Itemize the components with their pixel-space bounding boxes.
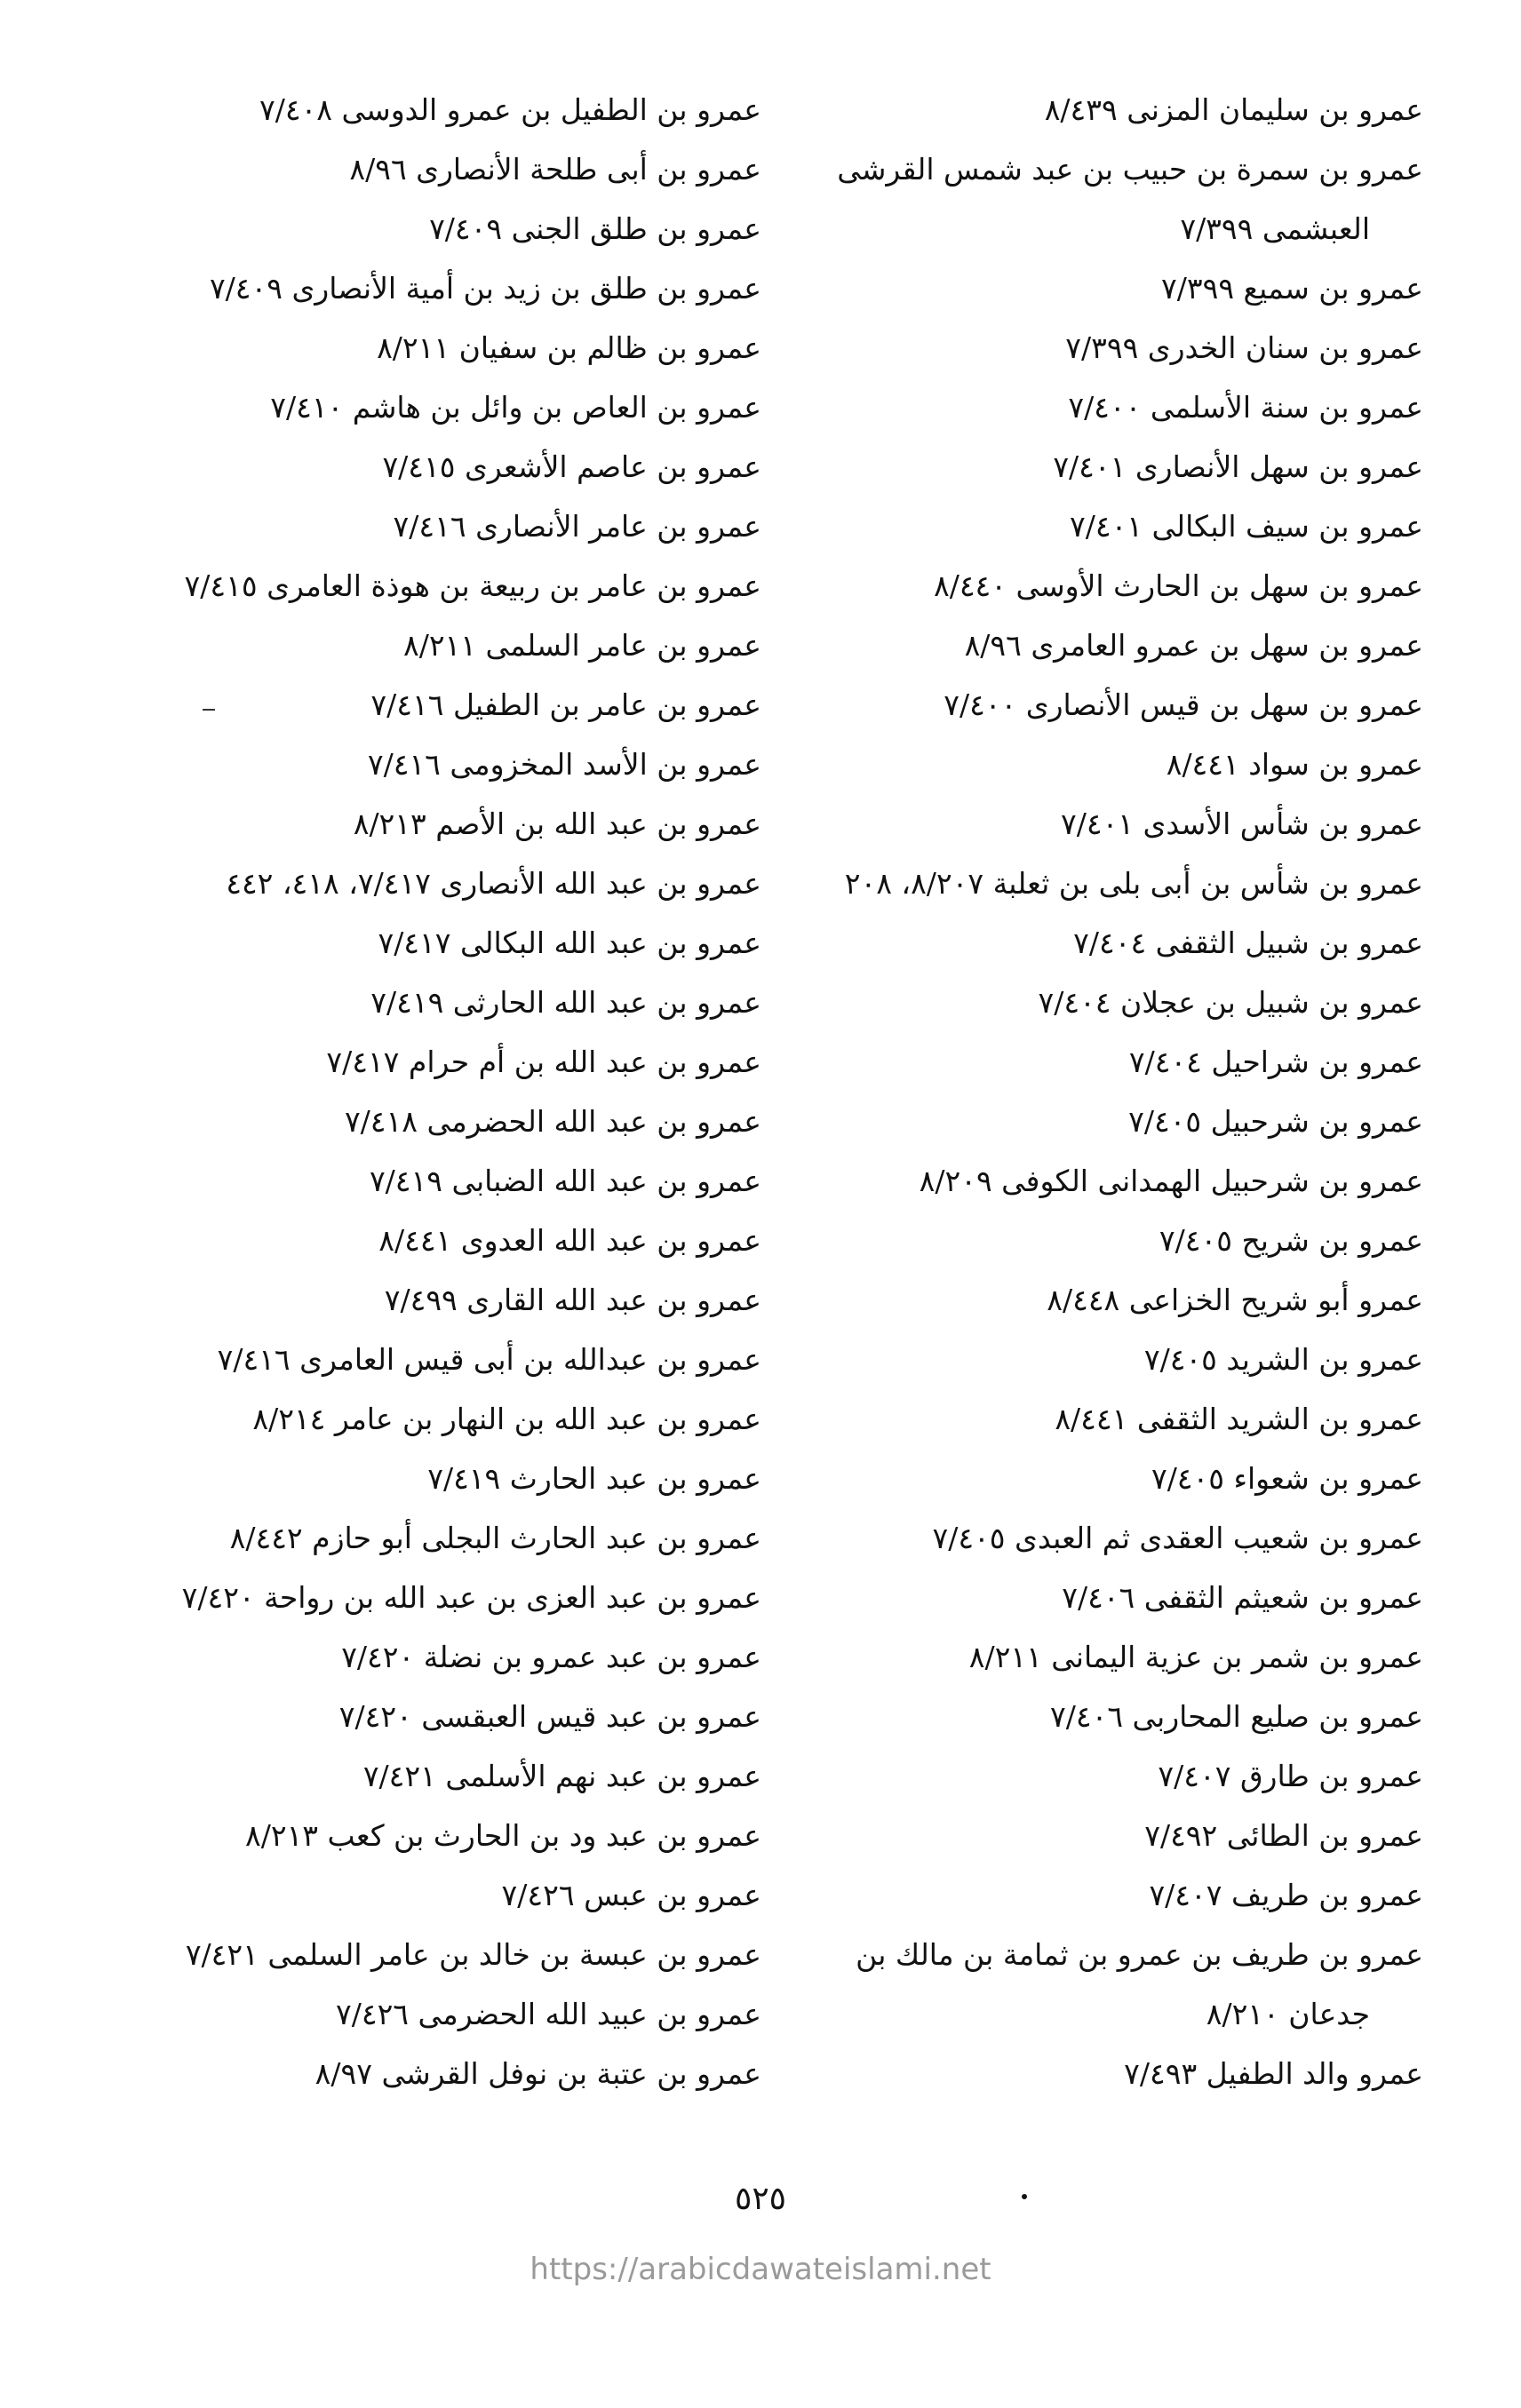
index-entry: عمرو بن الشريد ٧/٤٠٥ <box>1143 1342 1423 1377</box>
index-entry: عمرو بن شريح ٧/٤٠٥ <box>1159 1223 1423 1258</box>
index-column-left <box>139 80 761 2103</box>
stray-dot <box>1022 2194 1027 2199</box>
index-entry: عمرو والد الطفيل ٧/٤٩٣ <box>1124 2056 1423 2091</box>
index-entry: عمرو بن عبد ود بن الحارث بن كعب ٨/٢١٣ <box>245 1818 761 1853</box>
index-entry: عمرو بن عبد الله بن أم حرام ٧/٤١٧ <box>326 1045 761 1079</box>
index-entry: عمرو بن سليمان المزنى ٨/٤٣٩ <box>1044 92 1423 127</box>
index-entry: عمرو أبو شريح الخزاعى ٨/٤٤٨ <box>1047 1283 1423 1317</box>
index-entry: عمرو بن عبد الله الضبابى ٧/٤١٩ <box>369 1164 761 1198</box>
index-entry: عمرو بن سيف البكالى ٧/٤٠١ <box>1070 509 1423 544</box>
index-entry: عمرو بن عبد عمرو بن نضلة ٧/٤٢٠ <box>341 1640 761 1674</box>
index-entry: عمرو بن عبد الحارث البجلى أبو حازم ٨/٤٤٢ <box>229 1521 761 1555</box>
index-entry: عمرو بن شعيثم الثقفى ٧/٤٠٦ <box>1062 1580 1423 1615</box>
index-entry: عمرو بن طلق الجنى ٧/٤٠٩ <box>429 211 761 246</box>
stray-mark <box>203 709 215 711</box>
index-entry: عمرو بن عبد الله البكالى ٧/٤١٧ <box>378 926 761 960</box>
index-entry: عمرو بن عتبة بن نوفل القرشى ٨/٩٧ <box>315 2056 761 2091</box>
index-entry: عمرو بن عبد الله الحارثى ٧/٤١٩ <box>370 985 761 1020</box>
index-entry: عمرو بن شراحيل ٧/٤٠٤ <box>1128 1045 1423 1079</box>
index-entry: عمرو بن عبيد الله الحضرمى ٧/٤٢٦ <box>336 1997 761 2031</box>
index-entry: عمرو بن عبد الله القارى ٧/٤٩٩ <box>384 1283 761 1317</box>
index-entry: عمرو بن طارق ٧/٤٠٧ <box>1158 1759 1423 1793</box>
watermark-url: https://arabicdawateislami.net <box>530 2252 991 2287</box>
index-entry: عمرو بن عبد الحارث ٧/٤١٩ <box>427 1461 761 1496</box>
index-entry: عمرو بن الطائى ٧/٤٩٢ <box>1144 1818 1423 1853</box>
index-entry: عمرو بن شعواء ٧/٤٠٥ <box>1151 1461 1423 1496</box>
index-entry: عمرو بن طلق بن زيد بن أمية الأنصارى ٧/٤٠٩ <box>209 271 761 306</box>
index-entry: عمرو بن عبدالله بن أبى قيس العامرى ٧/٤١٦ <box>217 1342 761 1377</box>
index-entry: عمرو بن عبد العزى بن عبد الله بن رواحة ٧/٤٢٠ <box>181 1580 761 1615</box>
index-entry: عمرو بن عبد الله بن النهار بن عامر ٨/٢١٤ <box>252 1402 761 1436</box>
index-entry: عمرو بن شأس بن أبى بلى بن ثعلبة ٨/٢٠٧، ٢٠٨ <box>844 866 1423 901</box>
index-entry: عمرو بن سهل الأنصارى ٧/٤٠١ <box>1053 449 1423 484</box>
index-entry: عمرو بن سميع ٧/٣٩٩ <box>1161 271 1423 306</box>
index-entry: عمرو بن عبسة بن خالد بن عامر السلمى ٧/٤٢١ <box>185 1937 761 1972</box>
index-entry: عمرو بن عامر بن ربيعة بن هوذة العامرى ٧/٤١٥ <box>184 568 761 603</box>
index-entry: عمرو بن عامر بن الطفيل ٧/٤١٦ <box>370 687 761 722</box>
index-entry: عمرو بن سمرة بن حبيب بن عبد شمس القرشى <box>837 152 1423 187</box>
index-entry: عمرو بن طريف بن عمرو بن ثمامة بن مالك بن <box>856 1937 1423 1972</box>
index-entry: عمرو بن شمر بن عزية اليمانى ٨/٢١١ <box>968 1640 1423 1674</box>
index-entry: عمرو بن عبد الله الأنصارى ٧/٤١٧، ٤١٨، ٤٤٢ <box>226 866 761 901</box>
index-entry: عمرو بن سنة الأسلمى ٧/٤٠٠ <box>1068 390 1423 425</box>
index-entry-continuation: العبشمى ٧/٣٩٩ <box>1180 211 1370 246</box>
index-entry: عمرو بن سواد ٨/٤٤١ <box>1166 747 1423 782</box>
index-entry: عمرو بن شأس الأسدى ٧/٤٠١ <box>1061 807 1423 841</box>
index-entry: عمرو بن عامر السلمى ٨/٢١١ <box>402 628 761 663</box>
index-entry: عمرو بن الطفيل بن عمرو الدوسى ٧/٤٠٨ <box>259 92 761 127</box>
index-entry: عمرو بن شبيل الثقفى ٧/٤٠٤ <box>1073 926 1423 960</box>
index-entry: عمرو بن عبد قيس العبقسى ٧/٤٢٠ <box>338 1699 761 1734</box>
index-entry: عمرو بن سهل بن قيس الأنصارى ٧/٤٠٠ <box>944 687 1423 722</box>
index-entry: عمرو بن عاصم الأشعرى ٧/٤١٥ <box>382 449 761 484</box>
index-entry: عمرو بن عبد نهم الأسلمى ٧/٤٢١ <box>362 1759 761 1793</box>
index-entry: عمرو بن أبى طلحة الأنصارى ٨/٩٦ <box>349 152 761 187</box>
index-entry: عمرو بن العاص بن وائل بن هاشم ٧/٤١٠ <box>270 390 761 425</box>
index-entry: عمرو بن صليع المحاربى ٧/٤٠٦ <box>1050 1699 1423 1734</box>
index-entry: عمرو بن شبيل بن عجلان ٧/٤٠٤ <box>1038 985 1423 1020</box>
index-entry: عمرو بن شرحبيل الهمدانى الكوفى ٨/٢٠٩ <box>919 1164 1423 1198</box>
index-entry: عمرو بن عبس ٧/٤٢٦ <box>501 1878 761 1912</box>
index-entry: عمرو بن عبد الله بن الأصم ٨/٢١٣ <box>353 807 761 841</box>
index-entry: عمرو بن سنان الخدرى ٧/٣٩٩ <box>1065 330 1423 365</box>
page-number: ٥٢٥ <box>734 2181 786 2217</box>
index-entry: عمرو بن ظالم بن سفيان ٨/٢١١ <box>377 330 761 365</box>
index-entry: عمرو بن شعيب العقدى ثم العبدى ٧/٤٠٥ <box>932 1521 1423 1555</box>
index-entry: عمرو بن طريف ٧/٤٠٧ <box>1149 1878 1423 1912</box>
index-entry-continuation: جدعان ٨/٢١٠ <box>1206 1997 1370 2031</box>
index-entry: عمرو بن عبد الله الحضرمى ٧/٤١٨ <box>344 1104 761 1139</box>
index-column-right <box>766 80 1423 2103</box>
index-entry: عمرو بن الأسد المخزومى ٧/٤١٦ <box>367 747 761 782</box>
index-entry: عمرو بن الشريد الثقفى ٨/٤٤١ <box>1055 1402 1423 1436</box>
index-entry: عمرو بن سهل بن عمرو العامرى ٨/٩٦ <box>964 628 1423 663</box>
index-entry: عمرو بن عبد الله العدوى ٨/٤٤١ <box>378 1223 761 1258</box>
index-entry: عمرو بن سهل بن الحارث الأوسى ٨/٤٤٠ <box>933 568 1423 603</box>
index-entry: عمرو بن شرحبيل ٧/٤٠٥ <box>1128 1104 1423 1139</box>
index-entry: عمرو بن عامر الأنصارى ٧/٤١٦ <box>393 509 761 544</box>
